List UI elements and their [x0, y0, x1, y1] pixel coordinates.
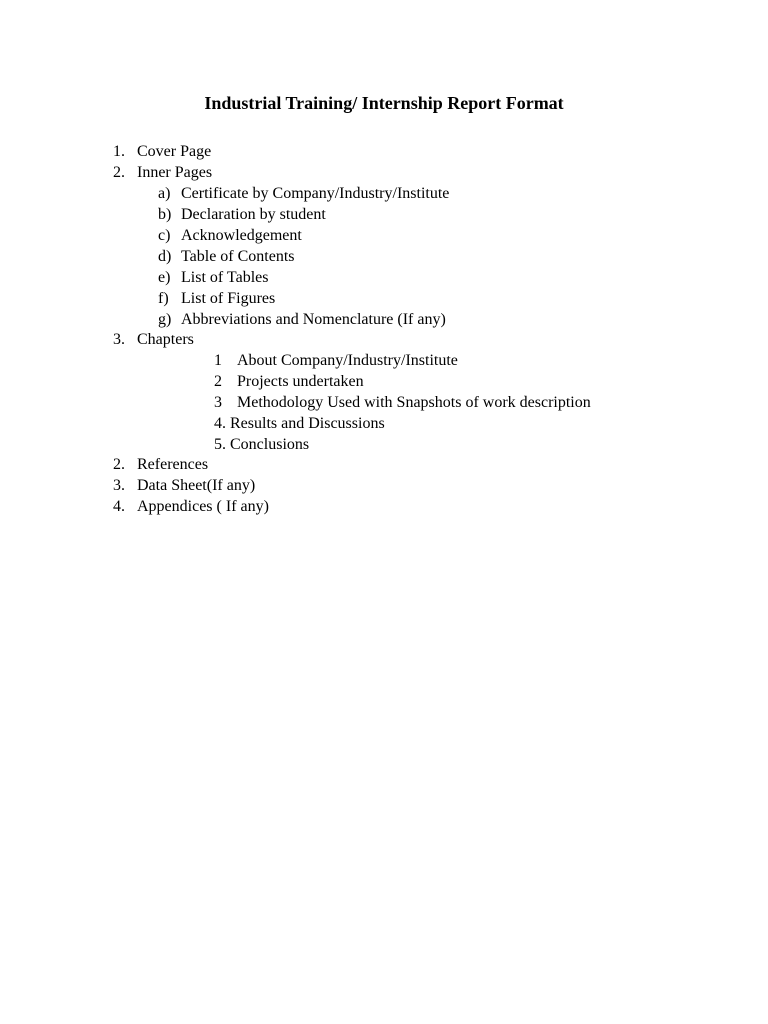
- item-letter: a): [158, 185, 171, 202]
- list-item: [113, 141, 211, 162]
- item-text: List of Figures: [181, 290, 276, 307]
- list-item: [113, 496, 269, 517]
- item-letter: b): [158, 206, 172, 223]
- item-number: 4.: [214, 415, 226, 432]
- chapter-item: [214, 350, 458, 371]
- item-text: Projects undertaken: [237, 373, 364, 390]
- item-letter: f): [158, 290, 169, 307]
- item-number: 3.: [113, 477, 125, 494]
- item-number: 2.: [113, 164, 125, 181]
- list-item: [113, 475, 255, 496]
- item-number: 4.: [113, 498, 125, 515]
- item-text: About Company/Industry/Institute: [237, 352, 458, 369]
- item-text: Abbreviations and Nomenclature (If any): [181, 311, 446, 328]
- sub-list-item: [158, 288, 275, 309]
- item-text: Results and Discussions: [230, 415, 385, 432]
- item-text: Chapters: [137, 331, 194, 348]
- item-text: Cover Page: [137, 143, 212, 160]
- chapter-item: [214, 392, 591, 413]
- item-text: Appendices ( If any): [137, 498, 269, 515]
- sub-list-item: [158, 204, 326, 225]
- item-number: 3.: [113, 331, 125, 348]
- list-item: [113, 162, 212, 183]
- sub-list-item: [158, 225, 302, 246]
- sub-list-item: [158, 246, 295, 267]
- item-text: Acknowledgement: [181, 227, 302, 244]
- list-item: [113, 454, 208, 475]
- item-text: Certificate by Company/Industry/Institute: [181, 185, 450, 202]
- item-letter: d): [158, 248, 172, 265]
- chapter-item: [214, 413, 385, 434]
- item-number: 2: [214, 373, 222, 390]
- item-letter: c): [158, 227, 171, 244]
- item-letter: e): [158, 269, 171, 286]
- item-text: List of Tables: [181, 269, 269, 286]
- item-text: Declaration by student: [181, 206, 326, 223]
- item-letter: g): [158, 311, 172, 328]
- item-number: 1.: [113, 143, 125, 160]
- item-text: Table of Contents: [181, 248, 295, 265]
- document-title: Industrial Training/ Internship Report Format: [204, 93, 564, 113]
- sub-list-item: [158, 183, 449, 204]
- item-text: Conclusions: [230, 436, 310, 453]
- list-item: [113, 329, 194, 350]
- item-text: Methodology Used with Snapshots of work description: [237, 394, 591, 411]
- item-number: 3: [214, 394, 222, 411]
- chapter-item: [214, 434, 309, 455]
- chapter-item: [214, 371, 364, 392]
- item-number: 2.: [113, 456, 125, 473]
- item-number: 5.: [214, 436, 226, 453]
- item-text: Inner Pages: [137, 164, 213, 181]
- item-number: 1: [214, 352, 222, 369]
- item-text: References: [137, 456, 209, 473]
- sub-list-item: [158, 267, 268, 288]
- item-text: Data Sheet(If any): [137, 477, 256, 494]
- sub-list-item: [158, 309, 446, 330]
